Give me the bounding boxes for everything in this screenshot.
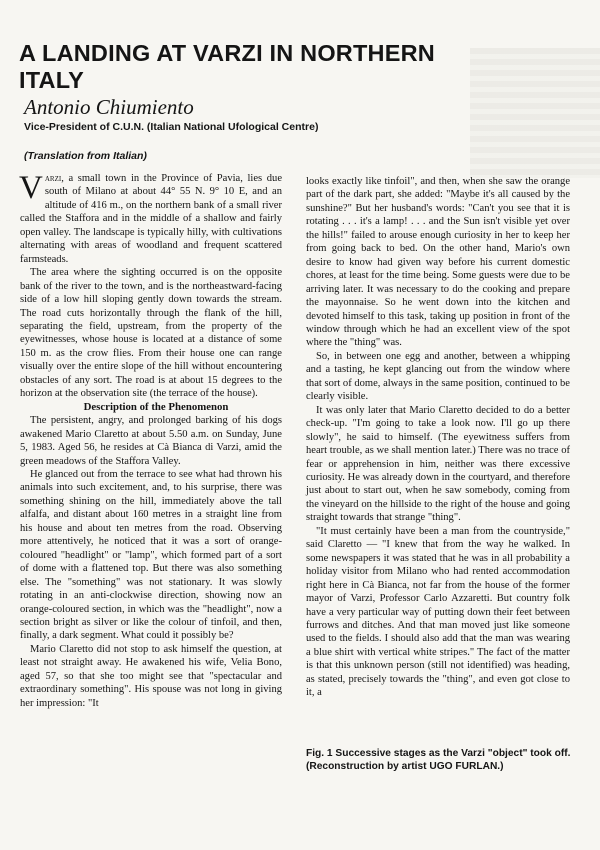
paragraph: He glanced out from the terrace to see what had thrown his animals into such excitement, and, to his surprise, there was something shining on the hill, immediately above the tall alfalfa, and distant about 160 metres in a straight line from his house and about ten metres from the road. Observing more attentively, he noticed that it was a sort of orange-coloured "headlight" or "lamp", which formed part of a sort of dome with a flattened top. But there was also something else. The "something" was not stationary. It was slowly rotating in an anti-clockwise direction, showing now an orange-coloured section, in which was the "headlight", now a section bright as silver or like the colour of tinfoil, and then, finally, a dark segment. What could it possibly be? (20, 468, 282, 642)
section-heading: Description of the Phenomenon (83, 400, 229, 413)
paragraph (20, 172, 282, 266)
paragraph: looks exactly like tinfoil", and then, when she saw the orange part of the dark part, she added: "Maybe it's all caused by the sunshine?" But her husband's words: "Can't you see that it is rotating . . . it's a lamp! . . . and the Sun isn't visible yet over the hills!" failed to arouse enough curiosity in her to keep her from going back to bed. On the other hand, Mario's own desire to know had given way before his current domestic chores, at least for the time being. Some guests were due to be arriving later. It was necessary to do the cooking and prepare the mayonnaise. So he went down into the kitchen and devoted himself to this task, taking up position in front of the window through which he had an excellent view of the spot where the "thing" was. (306, 176, 570, 349)
paragraph: The area where the sighting occurred is on the opposite bank of the river to the town, and is the northeastward-facing side of a low hill sloping gently down towards the stream. The road cuts horizontally through the flank of the hill, separating the field, upstream, from the property of the eyewitnesses, whose house is located at a distance of some 150 m. as the crow flies. From their house one can range visually over the entire slope of the hill without encountering obstacles of any sort. The road is at about 15 degrees to the horizon at the observation site (the terrace of the house). (20, 267, 282, 400)
small-caps-word: arzi (44, 173, 62, 184)
paragraph-text: , a small town in the Province of Pavia, lies due south of Milano at about 44° 55 N. 9° 10 E, and an altitude of 416 m., on the northern bank of a small river called the Staffora and in the middle of a shallow and fairly open valley. The landscape is typically hilly, with cultivations alternating with areas of woodland and frequent scattered farmsteads. (20, 173, 282, 265)
right-column (306, 175, 570, 700)
figure-caption: Fig. 1 Successive stages as the Varzi "object" took off. (Reconstruction by artist UGO FURLAN.) (306, 748, 571, 772)
left-column (20, 172, 282, 710)
paragraph: The persistent, angry, and prolonged barking of his dogs awakened Mario Claretto at about 5.50 a.m. on Sunday, June 5, 1983. Aged 56, he resides at Cà Bianca di Varzi, amid the green meadows of the Staffora Valley. (20, 415, 282, 467)
translation-note: (Translation from Italian) (24, 150, 147, 162)
paragraph: It was only later that Mario Claretto decided to do a better check-up. "I'm going to take a look now. I'll go up there slowly", he said to himself. (The eyewitness suffers from heart trouble, as we shall mention later.) There was no trace of fear or apprehension in him, neither was there excessive curiosity. He was already down in the courtyard, and therefore just about to start out, when he saw somebody, coming from the vineyard on the hillside to the right of the house and going straight towards that strange "thing". (306, 404, 570, 524)
author-affiliation: Vice-President of C.U.N. (Italian National Ufological Centre) (24, 121, 319, 133)
article-title: A LANDING AT VARZI IN NORTHERN ITALY (19, 40, 435, 93)
paragraph: So, in between one egg and another, between a whipping and a tasting, he kept glancing out from the window where that sort of dome, always in the same position, continued to be clearly visible. (306, 350, 570, 403)
author-name: Antonio Chiumiento (24, 95, 194, 119)
paragraph: "It must certainly have been a man from the countryside," said Claretto — "I knew that from the way he walked. In some newspapers it was stated that he was in all probability a holiday visitor from Milano who had rented accommodation right here in Cà Bianca, not far from the house of the former mayor of Varzi, Professor Carlo Azzaretti. But country folk have a very particular way of putting down their feet between furrows and ditches. And that man moved just like someone used to the fields. I should also add that the man was wearing a blue shirt with vertical white stripes." The fact of the matter is that this unknown person (still not identified) was heading, as stated, precisely towards the "thing", and even got close to it, a (306, 525, 570, 699)
bleed-through-texture (470, 48, 600, 178)
paragraph: Mario Claretto did not stop to ask himself the question, at least not straight away. He awakened his wife, Velia Bono, aged 57, so that she too might see that "spectacular and extraordinary something". His spouse was not long in giving her impression: "It (20, 643, 282, 709)
drop-cap: V (19, 170, 43, 206)
